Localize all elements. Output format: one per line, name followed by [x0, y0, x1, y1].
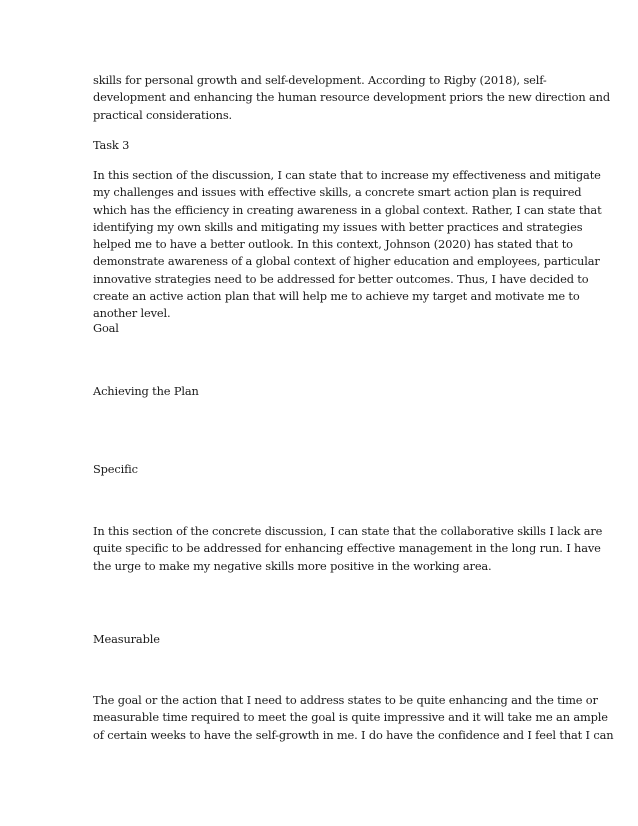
text-line: demonstrate awareness of a global context of higher education and employees, particular	[93, 254, 600, 269]
text-line: helped me to have a better outlook. In this context, Johnson (2020) has stated that to	[93, 237, 573, 252]
text-line: another level.	[93, 306, 171, 321]
specific-paragraph	[93, 523, 603, 575]
measurable-heading: Measurable	[93, 632, 160, 646]
goal-heading: Goal	[93, 321, 119, 335]
text-line: the urge to make my negative skills more positive in the working area.	[93, 558, 492, 573]
text-line: innovative strategies need to be addressed for better outcomes. Thus, I have decided to	[93, 271, 589, 286]
text-line: The goal or the action that I need to address states to be quite enhancing and the time or	[93, 693, 598, 707]
text-line: create an active action plan that will help me to achieve my target and motivate me to	[93, 289, 580, 304]
text-line: measurable time required to meet the goal is quite impressive and it will take me an ample	[93, 710, 608, 725]
specific-heading: Specific	[93, 462, 138, 476]
achieving-heading: Achieving the Plan	[93, 384, 199, 398]
text-line: development and enhancing the human resource development priors the new direction and	[93, 90, 610, 105]
text-line: quite specific to be addressed for enhancing effective management in the long run. I have	[93, 541, 601, 556]
text-line: In this section of the concrete discussion, I can state that the collaborative skills I lack are	[93, 524, 603, 538]
text-line: skills for personal growth and self-development. According to Rigby (2018), self-	[93, 73, 547, 87]
text-line: my challenges and issues with effective skills, a concrete smart action plan is required	[93, 185, 582, 200]
text-line: In this section of the discussion, I can state that to increase my effectiveness and mitigate	[93, 168, 601, 182]
text-line: which has the efficiency in creating awareness in a global context. Rather, I can state that	[93, 202, 602, 217]
text-line: of certain weeks to have the self-growth in me. I do have the confidence and I feel that I can	[93, 727, 614, 742]
task-paragraph	[93, 167, 602, 323]
text-line: identifying my own skills and mitigating my issues with better practices and strategies	[93, 219, 583, 234]
measurable-paragraph	[93, 692, 614, 744]
text-line: practical considerations.	[93, 107, 233, 122]
task-heading: Task 3	[93, 138, 130, 152]
intro-paragraph	[93, 72, 610, 124]
